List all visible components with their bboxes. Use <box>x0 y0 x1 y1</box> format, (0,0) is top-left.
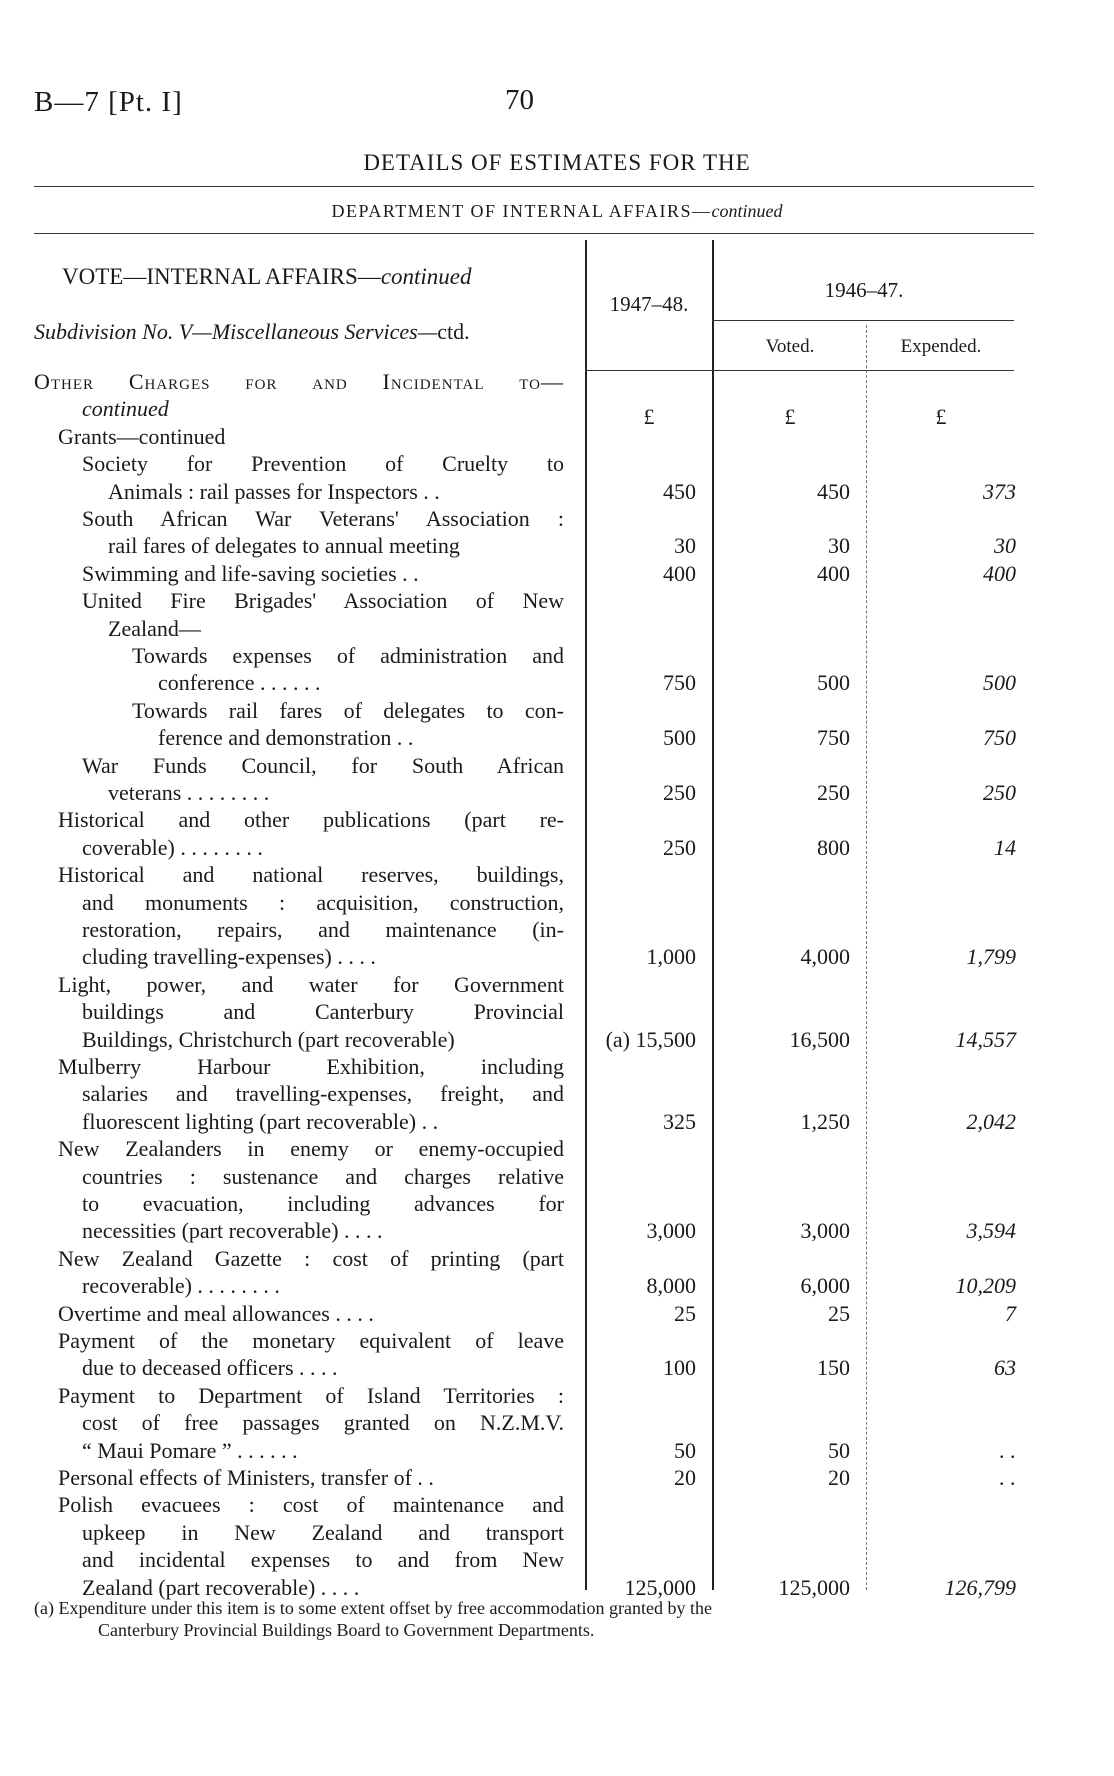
line-item-text: and incidental expenses to and from New <box>82 1547 564 1573</box>
amount-1947-48: 250 <box>663 780 696 805</box>
amount-1947-48: 1,000 <box>646 944 696 970</box>
amount-expended-1946-47: 126,799 <box>944 1574 1016 1600</box>
amount-voted-1946-47: 3,000 <box>800 1218 850 1244</box>
amount-1947-48: 250 <box>663 834 696 860</box>
line-item-text: to evacuation, including advances for <box>82 1191 564 1216</box>
amount-expended-1946-47: 250 <box>983 780 1016 805</box>
amount-expended-1946-47: 14,557 <box>955 1026 1016 1052</box>
currency-voted: £ <box>784 404 796 429</box>
page-title: DETAILS OF ESTIMATES FOR THE <box>363 150 751 175</box>
amount-expended-1946-47: 500 <box>983 670 1016 696</box>
line-item-text: Historical and other publications (part re- <box>58 807 564 833</box>
amount-voted-1946-47: 6,000 <box>800 1273 850 1299</box>
amount-voted-1946-47: 1,250 <box>800 1108 850 1134</box>
line-item-text: Payment to Department of Island Territories : <box>58 1382 564 1408</box>
header-rule-1946 <box>712 320 1014 321</box>
line-item-text: buildings and Canterbury Provincial <box>82 999 564 1025</box>
line-item-text: Buildings, Christchurch (part recoverable) <box>82 1026 455 1052</box>
subdivision-continued: ctd. <box>437 319 470 344</box>
amount-voted-1946-47: 500 <box>817 670 850 696</box>
line-item-text: Payment of the monetary equivalent of leave <box>58 1328 564 1353</box>
line-item-text: United Fire Brigades' Association of New <box>82 588 564 614</box>
line-item-text: Zealand (part recoverable) . . . . <box>82 1574 360 1600</box>
subtitle-rule <box>34 233 1034 234</box>
line-item-text: coverable) . . . . . . . . <box>82 834 263 860</box>
amount-voted-1946-47: 750 <box>817 725 850 751</box>
amount-voted-1946-47: 4,000 <box>800 944 850 970</box>
column-divider-1946 <box>712 240 714 1590</box>
line-item-text: Polish evacuees : cost of maintenance and <box>58 1492 564 1518</box>
footnote-line-2: Canterbury Provincial Buildings Board to Government Departments. <box>98 1620 595 1640</box>
line-item-text: cluding travelling-expenses) . . . . <box>82 944 376 970</box>
line-item-text: salaries and travelling-expenses, freight, and <box>82 1081 564 1107</box>
amount-voted-1946-47: 250 <box>817 780 850 805</box>
subdivision-main: Subdivision No. V—Miscellaneous Services— <box>34 319 438 344</box>
vote-heading <box>62 264 472 290</box>
line-item-text: New Zealand Gazette : cost of printing (part <box>58 1245 564 1271</box>
amount-expended-1946-47: 373 <box>983 478 1016 504</box>
amount-voted-1946-47: 16,500 <box>789 1026 850 1052</box>
subtitle-continued: continued <box>711 201 783 221</box>
line-item-text: rail fares of delegates to annual meeting <box>108 533 460 559</box>
title-rule <box>34 186 1034 187</box>
amount-expended-1946-47: 3,594 <box>966 1218 1016 1244</box>
amount-expended-1946-47: 30 <box>994 533 1016 559</box>
line-item-text: Other Charges for and Incidental to— <box>34 369 564 394</box>
amount-voted-1946-47: 400 <box>817 560 850 586</box>
amount-expended-1946-47: 2,042 <box>966 1108 1016 1134</box>
line-item-text: Historical and national reserves, buildings, <box>58 862 564 888</box>
subdivision-heading <box>34 319 470 345</box>
line-item-text: fluorescent lighting (part recoverable) . . <box>82 1108 439 1134</box>
line-item-text: New Zealanders in enemy or enemy-occupied <box>58 1136 564 1162</box>
line-item-text: Grants—continued <box>58 423 226 449</box>
line-item-text: cost of free passages granted on N.Z.M.V. <box>82 1410 564 1436</box>
amount-voted-1946-47: 30 <box>828 533 850 559</box>
amount-1947-48: 450 <box>663 478 696 504</box>
amount-expended-1946-47: 7 <box>1005 1300 1016 1326</box>
column-header-voted: Voted. <box>765 336 815 357</box>
line-item-text: Mulberry Harbour Exhibition, including <box>58 1054 564 1079</box>
amount-1947-48: 125,000 <box>624 1574 696 1600</box>
line-item-text: Overtime and meal allowances . . . . <box>58 1300 374 1326</box>
amount-voted-1946-47: 125,000 <box>778 1574 850 1600</box>
amount-1947-48: 30 <box>674 533 696 559</box>
currency-1947: £ <box>643 404 655 429</box>
footnote-line-1: (a) Expenditure under this item is to some extent offset by free accommodation granted by the <box>34 1598 712 1618</box>
line-item-text: South African War Veterans' Association : <box>82 506 564 531</box>
amount-1947-48: 50 <box>674 1437 696 1463</box>
amount-1947-48: 400 <box>663 560 696 586</box>
line-item-text: recoverable) . . . . . . . . <box>82 1273 280 1299</box>
amount-expended-1946-47: 14 <box>994 834 1016 860</box>
line-item-text: ference and demonstration . . <box>158 725 414 751</box>
line-item-text: Swimming and life-saving societies . . <box>82 560 419 586</box>
line-item-text: Light, power, and water for Government <box>58 971 564 997</box>
column-divider-1947 <box>585 240 587 1590</box>
page-subtitle <box>0 201 1114 222</box>
amount-1947-48: 8,000 <box>646 1273 696 1299</box>
amount-expended-1946-47: . . <box>999 1437 1016 1463</box>
line-item-text: upkeep in New Zealand and transport <box>82 1519 564 1545</box>
amount-voted-1946-47: 25 <box>828 1300 850 1326</box>
line-item-text: Towards rail fares of delegates to con- <box>132 697 564 723</box>
amount-expended-1946-47: 400 <box>983 560 1016 586</box>
amount-voted-1946-47: 20 <box>828 1465 850 1490</box>
amount-1947-48: 100 <box>663 1355 696 1381</box>
line-item-text: Society for Prevention of Cruelty to <box>82 451 564 477</box>
vote-heading-main: VOTE—INTERNAL AFFAIRS— <box>62 264 381 289</box>
amount-expended-1946-47: 63 <box>994 1355 1016 1381</box>
line-item-text: “ Maui Pomare ” . . . . . . <box>82 1437 298 1463</box>
line-item-text: continued <box>82 396 169 422</box>
amount-voted-1946-47: 150 <box>817 1355 850 1381</box>
amount-expended-1946-47: 750 <box>983 725 1016 751</box>
line-item-text: War Funds Council, for South African <box>82 752 564 778</box>
header-rule-bottom <box>585 370 1014 371</box>
line-item-text: conference . . . . . . <box>158 670 321 696</box>
column-header-1946-47: 1946–47. <box>824 278 904 302</box>
vote-heading-continued: continued <box>380 264 472 289</box>
amount-expended-1946-47: 10,209 <box>955 1273 1016 1299</box>
line-item-text: restoration, repairs, and maintenance (in- <box>82 917 564 942</box>
line-item-text: Personal effects of Ministers, transfer of . . <box>58 1465 434 1490</box>
column-header-1947-48: 1947–48. <box>609 292 689 316</box>
line-item-text: Animals : rail passes for Inspectors . . <box>108 478 440 504</box>
page-number: 70 <box>505 84 534 116</box>
line-item-text: necessities (part recoverable) . . . . <box>82 1218 383 1244</box>
line-item-text: due to deceased officers . . . . <box>82 1355 338 1381</box>
amount-1947-48: 25 <box>674 1300 696 1326</box>
line-item-text: and monuments : acquisition, construction, <box>82 889 564 915</box>
line-item-text: veterans . . . . . . . . <box>108 780 270 805</box>
line-item-text: Zealand— <box>108 615 201 641</box>
currency-expended: £ <box>935 404 947 429</box>
amount-1947-48: 325 <box>663 1108 696 1134</box>
amount-1947-48: 20 <box>674 1465 696 1490</box>
amount-voted-1946-47: 800 <box>817 834 850 860</box>
amount-1947-48: 750 <box>663 670 696 696</box>
amount-expended-1946-47: 1,799 <box>966 944 1016 970</box>
amount-1947-48: 500 <box>663 725 696 751</box>
amount-1947-48: 3,000 <box>646 1218 696 1244</box>
amount-expended-1946-47: . . <box>999 1465 1016 1490</box>
column-divider-expended <box>866 325 867 1590</box>
amount-1947-48: (a) 15,500 <box>605 1026 696 1052</box>
document-reference: B—7 [Pt. I] <box>34 86 183 118</box>
line-item-text: countries : sustenance and charges relative <box>82 1163 564 1189</box>
amount-voted-1946-47: 450 <box>817 478 850 504</box>
line-item-text: Towards expenses of administration and <box>132 643 564 668</box>
subtitle-main: DEPARTMENT OF INTERNAL AFFAIRS— <box>331 201 712 221</box>
column-header-expended: Expended. <box>900 336 982 357</box>
amount-voted-1946-47: 50 <box>828 1437 850 1463</box>
